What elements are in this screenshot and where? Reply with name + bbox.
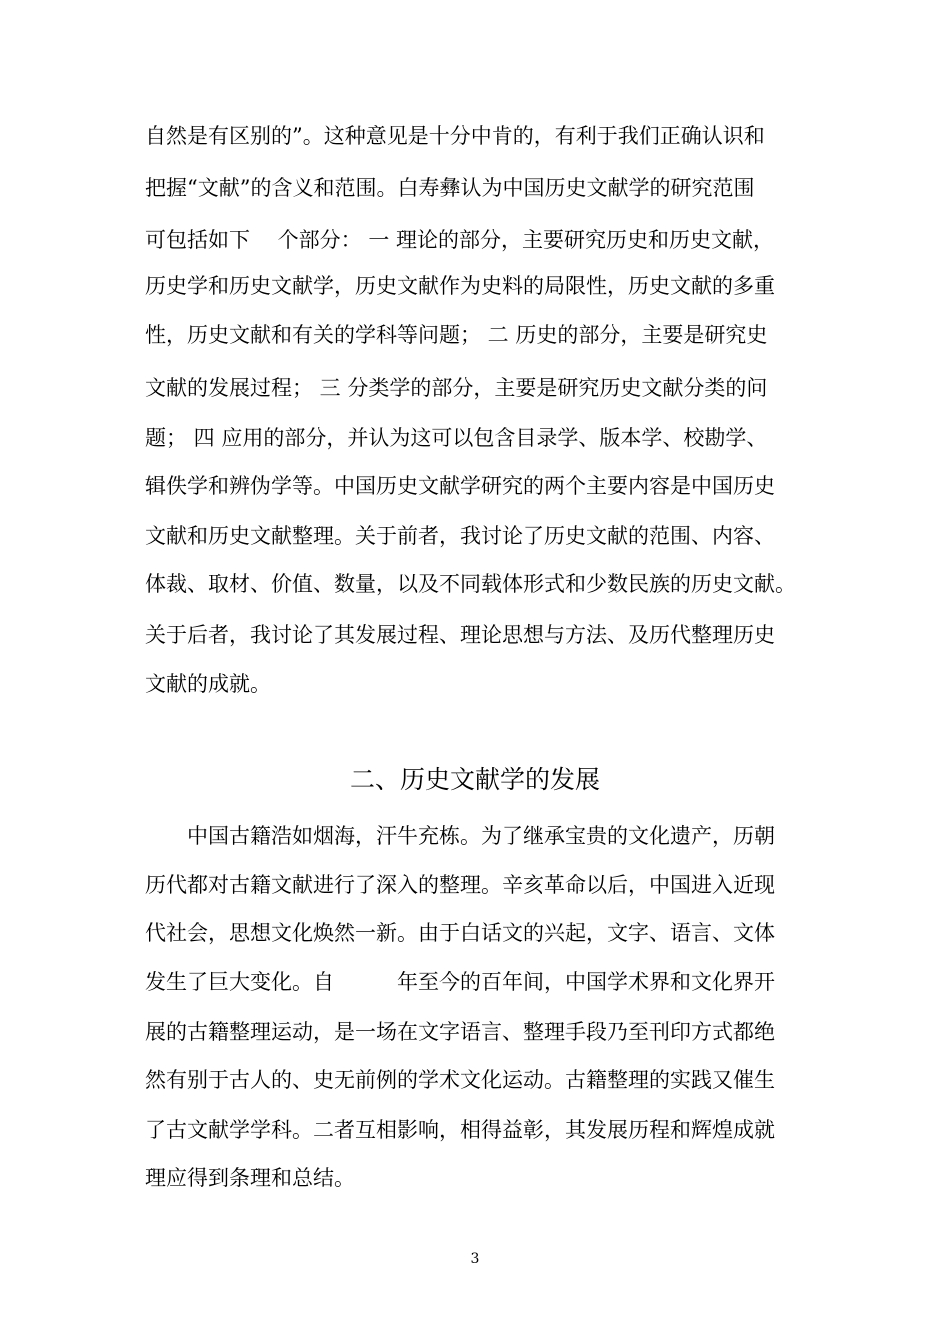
paragraph-2-line: 历代都对古籍文献进行了深入的整理。辛亥革命以后，中国进入近现 (145, 873, 775, 897)
paragraph-1-line: 自然是有区别的”。这种意见是十分中肯的，有利于我们正确认识和 (145, 124, 765, 148)
paragraph-1-line: 把握“文献”的含义和范围。白寿彝认为中国历史文献学的研究范围 (145, 176, 755, 200)
paragraph-1-line: 历史学和历史文献学，历史文献作为史料的局限性，历史文献的多重 (145, 274, 775, 298)
paragraph-1-line: 题； 四 应用的部分，并认为这可以包含目录学、版本学、校勘学、 (145, 426, 768, 450)
paragraph-2-line: 发生了巨大变化。自 年至今的百年间，中国学术界和文化界开 (145, 970, 775, 994)
paragraph-1-line: 文献的发展过程； 三 分类学的部分，主要是研究历史文献分类的问 (145, 376, 768, 400)
paragraph-2-line: 然有别于古人的、史无前例的学术文化运动。古籍整理的实践又催生 (145, 1068, 775, 1092)
paragraph-1-line: 文献和历史文献整理。关于前者，我讨论了历史文献的范围、内容、 (145, 524, 775, 548)
paragraph-2-line: 理应得到条理和总结。 (145, 1166, 355, 1190)
paragraph-1-line: 体裁、取材、价值、数量，以及不同载体形式和少数民族的历史文献。 (145, 572, 796, 596)
section-heading: 二、历史文献学的发展 (349, 765, 600, 794)
paragraph-2-line: 了古文献学学科。二者互相影响，相得益彰，其发展历程和辉煌成就 (145, 1118, 775, 1142)
paragraph-2-line: 中国古籍浩如烟海，汗牛充栋。为了继承宝贵的文化遗产，历朝 (145, 824, 775, 848)
paragraph-1-line: 辑佚学和辨伪学等。中国历史文献学研究的两个主要内容是中国历史 (145, 474, 775, 498)
paragraph-1-line: 性，历史文献和有关的学科等问题； 二 历史的部分，主要是研究史 (145, 323, 768, 347)
paragraph-1-line: 文献的成就。 (145, 672, 271, 696)
paragraph-2-line: 代社会，思想文化焕然一新。由于白话文的兴起，文字、语言、文体 (145, 921, 775, 945)
page-number: 3 (470, 1251, 480, 1267)
paragraph-1-line: 关于后者，我讨论了其发展过程、理论思想与方法、及历代整理历史 (145, 623, 775, 647)
paragraph-2-line: 展的古籍整理运动，是一场在文字语言、整理手段乃至刊印方式都绝 (145, 1020, 775, 1044)
paragraph-1-line: 可包括如下 个部分： 一 理论的部分，主要研究历史和历史文献， (145, 228, 775, 252)
